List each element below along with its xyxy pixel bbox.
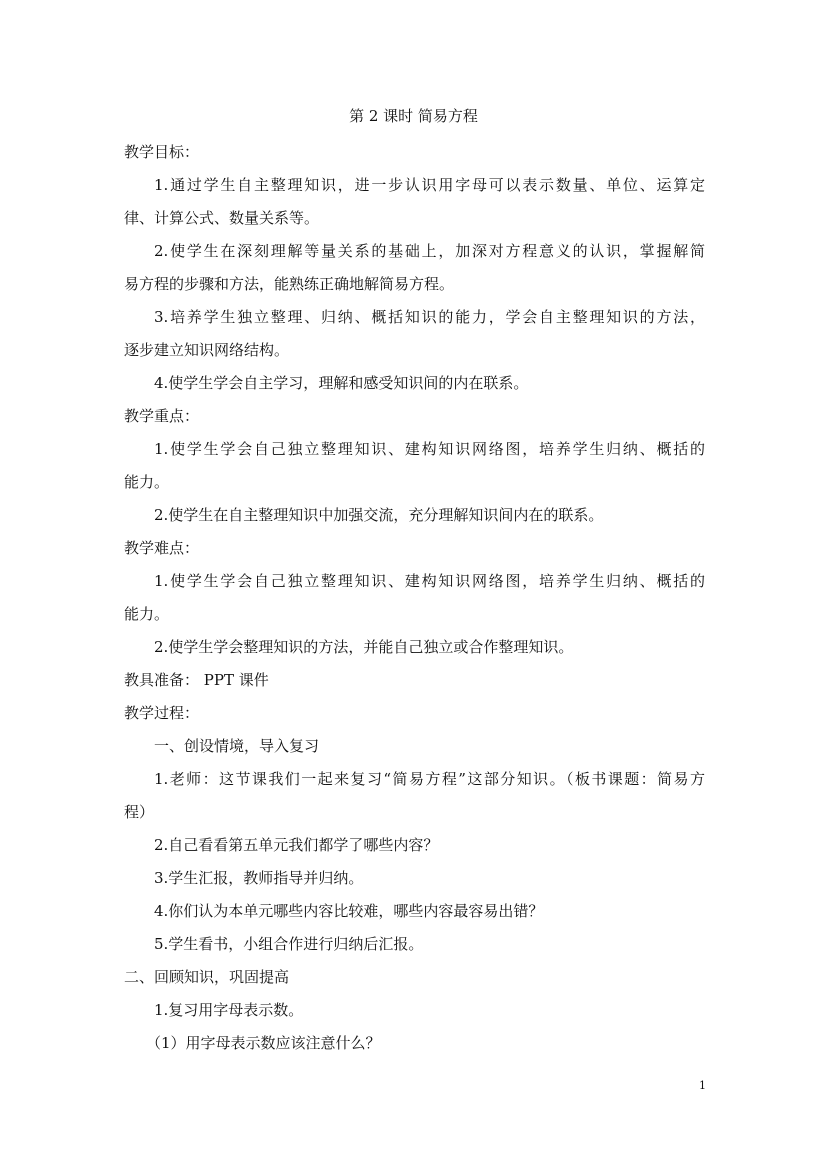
key-point-2: 2.使学生在自主整理知识中加强交流，充分理解知识间内在的联系。 bbox=[154, 506, 604, 524]
objective-2-line-2: 易方程的步骤和方法，能熟练正确地解简易方程。 bbox=[124, 275, 455, 293]
process-step-1-line-2: 程） bbox=[124, 803, 155, 821]
objective-3-line-1: 3.培养学生独立整理、归纳、概括知识的能力，学会自主整理知识的方法， bbox=[154, 308, 705, 326]
lesson-title: 第 2 课时 简易方程 bbox=[349, 107, 478, 125]
objective-1-line-2: 律、计算公式、数量关系等。 bbox=[124, 209, 320, 227]
key-point-1-line-2: 能力。 bbox=[124, 473, 170, 491]
process-part-2-heading: 二、回顾知识，巩固提高 bbox=[124, 968, 290, 986]
process-heading: 教学过程： bbox=[124, 704, 200, 722]
process-part-1-heading: 一、创设情境，导入复习 bbox=[154, 737, 320, 755]
process-step-3: 3.学生汇报，教师指导并归纳。 bbox=[154, 869, 364, 887]
objective-4: 4.使学生学会自主学习，理解和感受知识间的内在联系。 bbox=[154, 374, 529, 392]
process-step-4: 4.你们认为本单元哪些内容比较难，哪些内容最容易出错？ bbox=[154, 902, 544, 920]
process-step-5: 5.学生看书，小组合作进行归纳后汇报。 bbox=[154, 935, 424, 953]
objective-2-line-1: 2.使学生在深刻理解等量关系的基础上，加深对方程意义的认识，掌握解简 bbox=[154, 242, 705, 260]
difficulties-heading: 教学难点： bbox=[124, 539, 200, 557]
objective-1-line-1: 1.通过学生自主整理知识，进一步认识用字母可以表示数量、单位、运算定 bbox=[154, 176, 705, 194]
document-body bbox=[124, 136, 705, 1060]
difficulty-1-line-1: 1.使学生学会自己独立整理知识、建构知识网络图，培养学生归纳、概括的 bbox=[154, 572, 705, 590]
difficulty-2: 2.使学生学会整理知识的方法，并能自己独立或合作整理知识。 bbox=[154, 638, 574, 656]
objective-3-line-2: 逐步建立知识网络结构。 bbox=[124, 341, 290, 359]
key-points-heading: 教学重点： bbox=[124, 407, 200, 425]
process-part-2-sub-1: （1）用字母表示数应该注意什么？ bbox=[146, 1034, 381, 1052]
difficulty-1-line-2: 能力。 bbox=[124, 605, 170, 623]
objectives-heading: 教学目标： bbox=[124, 143, 200, 161]
process-part-2-step-1: 1.复习用字母表示数。 bbox=[154, 1001, 304, 1019]
key-point-1-line-1: 1.使学生学会自己独立整理知识、建构知识网络图，培养学生归纳、概括的 bbox=[154, 440, 705, 458]
materials-line: 教具准备： PPT 课件 bbox=[124, 671, 269, 689]
process-step-2: 2.自己看看第五单元我们都学了哪些内容？ bbox=[154, 836, 439, 854]
page-number: 1 bbox=[699, 1079, 706, 1092]
process-step-1-line-1: 1.老师：这节课我们一起来复习“简易方程”这部分知识。（板书课题：简易方 bbox=[154, 770, 705, 788]
